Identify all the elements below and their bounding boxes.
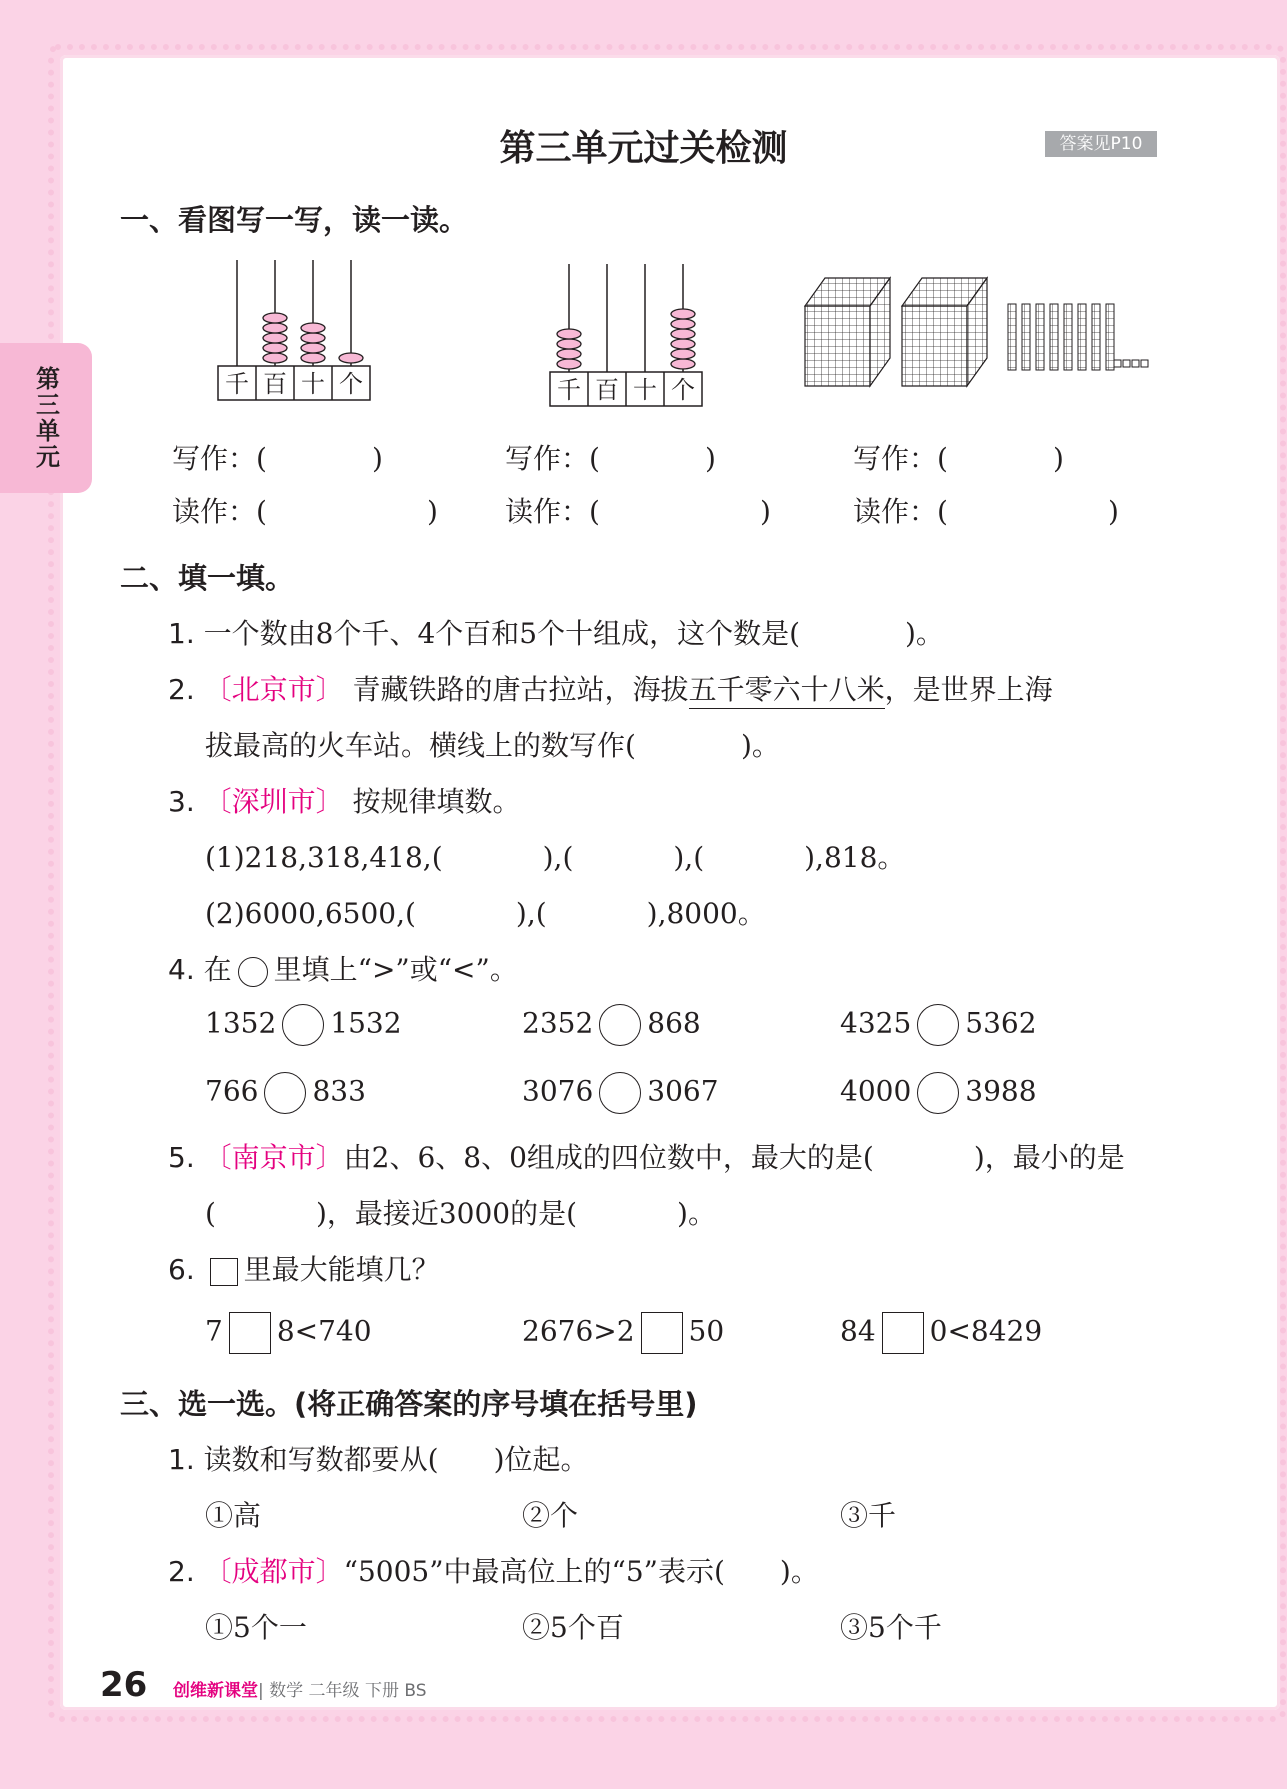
page-title: 第三单元过关检测 <box>499 128 788 169</box>
section-1-heading: 一、看图写一写，读一读。 <box>120 203 469 237</box>
place-label-ones: 个 <box>339 370 363 398</box>
question-2-5: 5. 〔南京市〕由2、6、8、0组成的四位数中，最大的是( )，最小的是 <box>168 1141 1125 1174</box>
compare-circle-icon <box>238 957 268 987</box>
compare-pair-4: 766 833 <box>205 1072 366 1114</box>
place-label-hundreds: 百 <box>263 370 287 398</box>
abacus-1-write-line: 写作：( ) <box>172 442 383 475</box>
question-3-2: 2. 〔成都市〕“5005”中最高位上的“5”表示( )。 <box>168 1555 819 1588</box>
blank-box-icon <box>210 1258 238 1286</box>
option-2: ②个 <box>522 1499 579 1532</box>
brand-name: 创维新课堂 <box>173 1681 258 1701</box>
blocks-write-line: 写作：( ) <box>853 442 1064 475</box>
place-label-thousands: 千 <box>557 376 581 404</box>
blocks-read-line: 读作：( ) <box>853 495 1119 528</box>
option-3: ③5个千 <box>840 1611 942 1644</box>
section-2-heading: 二、填一填。 <box>120 561 295 595</box>
answer-circle[interactable] <box>599 1072 641 1114</box>
base-ten-blocks <box>800 276 1160 391</box>
answer-box[interactable] <box>641 1312 683 1354</box>
abacus-2 <box>548 262 708 407</box>
answer-reference-badge: 答案见P10 <box>1045 131 1157 157</box>
answer-box[interactable] <box>229 1312 271 1354</box>
question-2-4: 4. 在 里填上“>”或“<”。 <box>168 953 518 986</box>
compare-pair-1: 1352 1532 <box>205 1004 402 1046</box>
footer-info: 创维新课堂| 数学 二年级 下册 BS <box>173 1681 427 1701</box>
option-2: ②5个百 <box>522 1611 624 1644</box>
place-label-tens: 十 <box>301 370 325 398</box>
city-tag: 〔深圳市〕 <box>203 785 344 818</box>
option-1: ①5个一 <box>205 1611 307 1644</box>
fill-box-item-1: 7 8<740 <box>205 1312 372 1354</box>
compare-pair-3: 4325 5362 <box>840 1004 1037 1046</box>
question-2-6: 6. 里最大能填几？ <box>168 1253 440 1286</box>
abacus-1-read-line: 读作：( ) <box>172 495 438 528</box>
unit-side-tab: 第三单元 <box>0 343 92 493</box>
answer-circle[interactable] <box>917 1004 959 1046</box>
abacus-2-read-line: 读作：( ) <box>505 495 771 528</box>
fill-box-item-3: 84 0<8429 <box>840 1312 1042 1354</box>
place-label-ones: 个 <box>671 376 695 404</box>
sequence-2: (2)6000,6500,( ),( ),8000。 <box>205 897 766 930</box>
compare-pair-2: 2352 868 <box>522 1004 701 1046</box>
section-3-heading: 三、选一选。(将正确答案的序号填在括号里) <box>120 1387 698 1421</box>
question-2-2-cont: 拔最高的火车站。横线上的数写作( )。 <box>205 729 780 762</box>
option-1: ①高 <box>205 1499 262 1532</box>
underlined-number-words: 五千零六十八米 <box>689 673 885 709</box>
place-label-hundreds: 百 <box>595 376 619 404</box>
answer-circle[interactable] <box>282 1004 324 1046</box>
sequence-1: (1)218,318,418,( ),( ),( ),818。 <box>205 841 906 874</box>
question-2-3: 3. 〔深圳市〕 按规律填数。 <box>168 785 521 818</box>
place-label-tens: 十 <box>633 376 657 404</box>
question-3-1: 1. 读数和写数都要从( )位起。 <box>168 1443 589 1476</box>
city-tag: 〔成都市〕 <box>203 1555 344 1588</box>
page-number: 26 <box>100 1665 148 1705</box>
abacus-2-write-line: 写作：( ) <box>505 442 716 475</box>
place-label-thousands: 千 <box>225 370 249 398</box>
compare-pair-6: 4000 3988 <box>840 1072 1037 1114</box>
abacus-1 <box>216 258 376 403</box>
question-2-2: 2. 〔北京市〕 青藏铁路的唐古拉站，海拔五千零六十八米，是世界上海 <box>168 668 1053 708</box>
answer-circle[interactable] <box>917 1072 959 1114</box>
answer-circle[interactable] <box>599 1004 641 1046</box>
compare-pair-5: 3076 3067 <box>522 1072 719 1114</box>
question-2-1: 1. 一个数由8个千、4个百和5个十组成，这个数是( )。 <box>168 617 944 650</box>
option-3: ③千 <box>840 1499 897 1532</box>
fill-box-item-2: 2676>2 50 <box>522 1312 724 1354</box>
question-2-5-cont: ( )，最接近3000的是( )。 <box>205 1197 716 1230</box>
answer-circle[interactable] <box>264 1072 306 1114</box>
city-tag: 〔北京市〕 <box>203 673 344 706</box>
city-tag: 〔南京市〕 <box>203 1141 344 1174</box>
answer-box[interactable] <box>882 1312 924 1354</box>
